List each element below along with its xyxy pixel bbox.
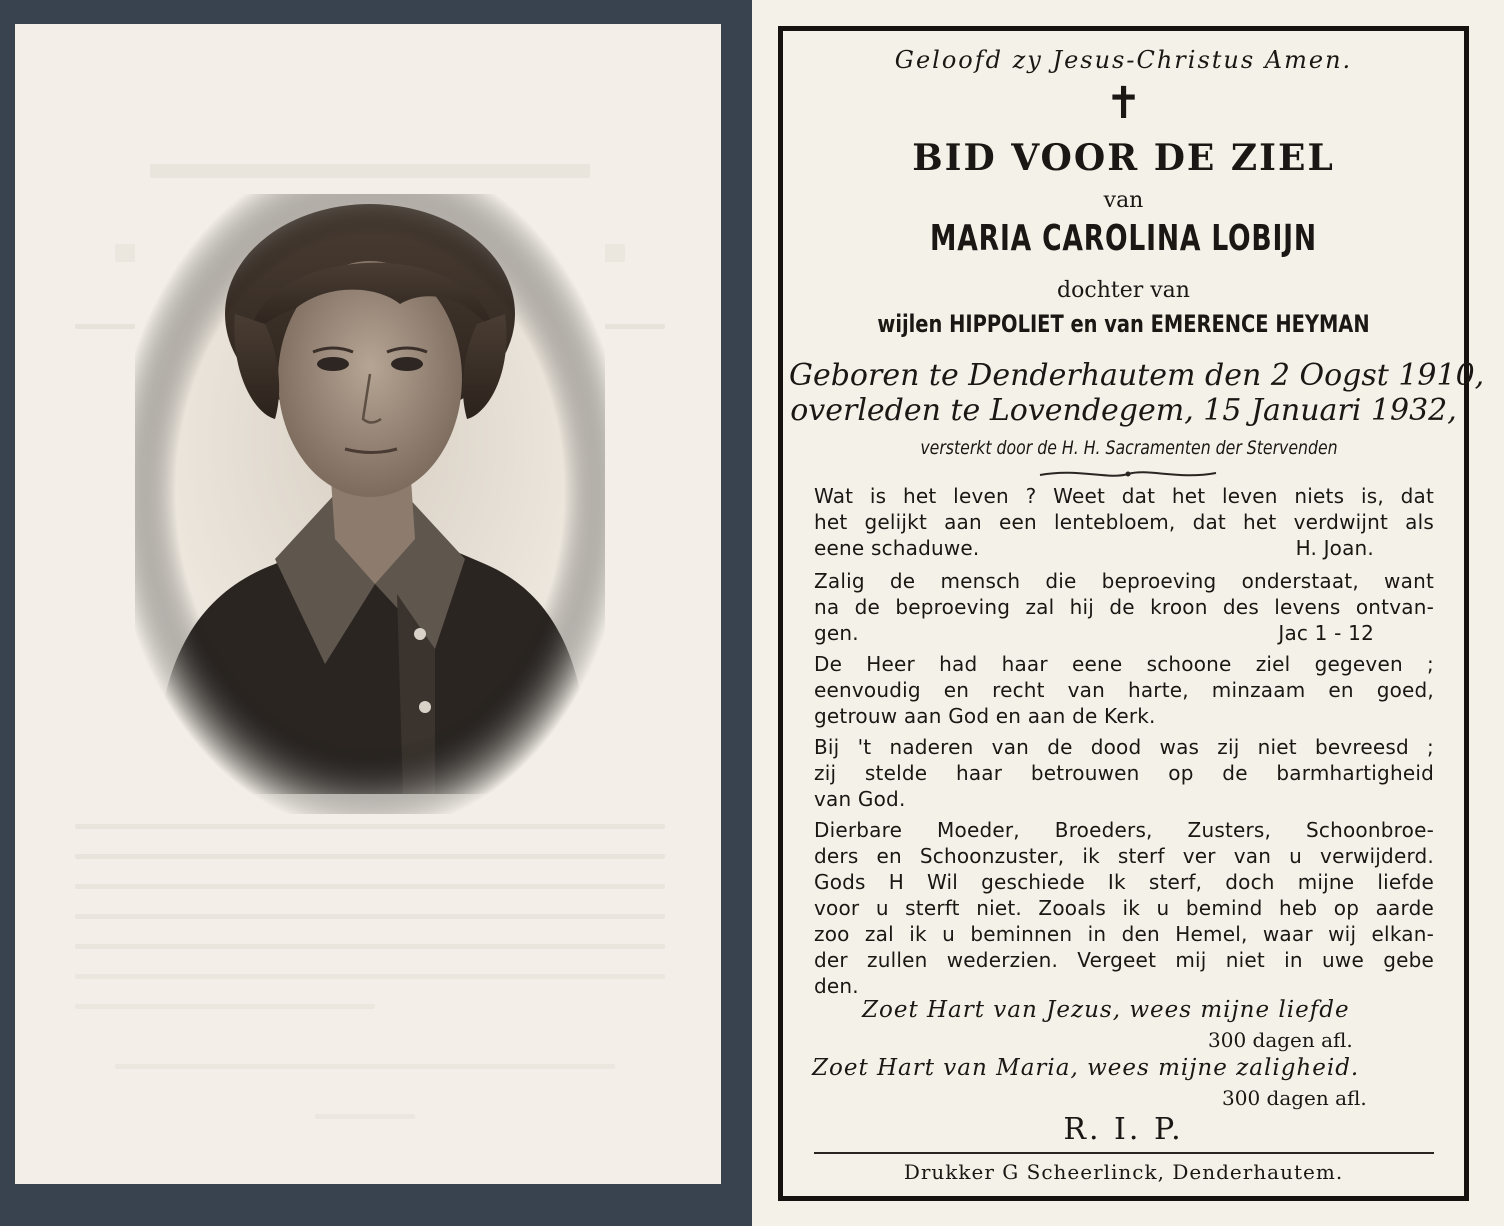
prayer-sacred-heart-jesus: Zoet Hart van Jezus, wees mijne liefde xyxy=(862,997,1350,1023)
quote-line: gen. xyxy=(814,621,859,645)
quote-paragraph-1 xyxy=(814,483,1434,561)
printer-credit: Drukker G Scheerlinck, Denderhautem. xyxy=(903,1160,1344,1184)
text-line: zij stelde haar betrouwen op de barmhartigheid xyxy=(814,761,1434,785)
bleed-through-line xyxy=(75,824,665,829)
quote-last-line xyxy=(814,535,1434,561)
text-line: ders en Schoonzuster, ik sterf ver van u verwijderd. xyxy=(814,844,1434,868)
indulgence-2: 300 dagen afl. xyxy=(1222,1086,1367,1110)
memorial-card-text-side xyxy=(752,0,1504,1226)
text-line: der zullen wederzien. Vergeet mij niet in uwe gebe xyxy=(814,948,1434,972)
prayer-sacred-heart-mary: Zoet Hart van Maria, wees mijne zaligheid. xyxy=(812,1055,1360,1081)
card-title: BID VOOR DE ZIEL xyxy=(912,137,1335,179)
bleed-through-line xyxy=(75,944,665,949)
bleed-through-line xyxy=(75,914,665,919)
card-header: Geloofd zy Jesus-Christus Amen. xyxy=(894,46,1353,74)
quote-attribution: H. Joan. xyxy=(1295,536,1374,560)
text-line: eenvoudig en recht van harte, minzaam en goed, xyxy=(814,678,1434,702)
bleed-through-line xyxy=(150,164,590,178)
text-line: Gods H Wil geschiede Ik sterf, doch mijne liefde xyxy=(814,870,1434,894)
text-last-line xyxy=(814,703,1434,729)
birth-line: Geboren te Denderhautem den 2 Oogst 1910, xyxy=(789,358,1485,393)
text-line: getrouw aan God en aan de Kerk. xyxy=(814,704,1156,728)
bleed-through-line xyxy=(115,1064,615,1069)
bleed-through-line xyxy=(75,884,665,889)
sacraments-line: versterkt door de H. H. Sacramenten der Stervenden xyxy=(920,437,1338,459)
death-line: overleden te Lovendegem, 15 Januari 1932, xyxy=(790,393,1457,428)
bleed-through-line xyxy=(75,974,665,979)
indulgence-1: 300 dagen afl. xyxy=(1208,1028,1353,1052)
quote-line: het gelijkt aan een lentebloem, dat het verdwijnt als xyxy=(814,510,1434,534)
text-line: Bij 't naderen van de dood was zij niet bevreesd ; xyxy=(814,735,1434,759)
bleed-through-line xyxy=(315,1114,415,1119)
portrait-photo xyxy=(135,194,605,814)
paragraph-3 xyxy=(814,651,1434,729)
ornamental-divider xyxy=(1038,466,1218,482)
quote-line: eene schaduwe. xyxy=(814,536,980,560)
quote-attribution: Jac 1 - 12 xyxy=(1278,621,1374,645)
deceased-name: MARIA CAROLINA LOBIJN xyxy=(930,218,1317,259)
text-line: Dierbare Moeder, Broeders, Zusters, Schoonbroe- xyxy=(814,818,1434,842)
daughter-of-label: dochter van xyxy=(1057,278,1190,303)
bleed-through-line xyxy=(75,854,665,859)
text-line: zoo zal ik u beminnen in den Hemel, waar wij elkan- xyxy=(814,922,1434,946)
text-last-line xyxy=(814,973,1434,999)
bleed-through-line xyxy=(75,1004,375,1009)
parents-names: wijlen HIPPOLIET en van EMERENCE HEYMAN xyxy=(877,310,1370,338)
quote-line: na de beproeving zal hij de kroon des levens ontvan- xyxy=(814,595,1434,619)
text-last-line xyxy=(814,786,1434,812)
photo-card-paper xyxy=(15,24,721,1184)
van-label: van xyxy=(1103,188,1144,213)
quote-line: Wat is het leven ? Weet dat het leven niets is, dat xyxy=(814,484,1434,508)
text-line: voor u sterft niet. Zooals ik u bemind heb op aarde xyxy=(814,896,1434,920)
text-line: De Heer had haar eene schoone ziel gegeven ; xyxy=(814,652,1434,676)
text-line: van God. xyxy=(814,787,906,811)
paragraph-4 xyxy=(814,734,1434,812)
rip-text: R. I. P. xyxy=(1063,1112,1184,1147)
paragraph-5 xyxy=(814,817,1434,999)
quote-last-line xyxy=(814,620,1434,646)
text-line: den. xyxy=(814,974,859,998)
divider-line xyxy=(814,1152,1434,1154)
quote-line: Zalig de mensch die beproeving onderstaat, want xyxy=(814,569,1434,593)
quote-paragraph-2 xyxy=(814,568,1434,646)
cross-icon: ✝ xyxy=(1105,78,1142,129)
